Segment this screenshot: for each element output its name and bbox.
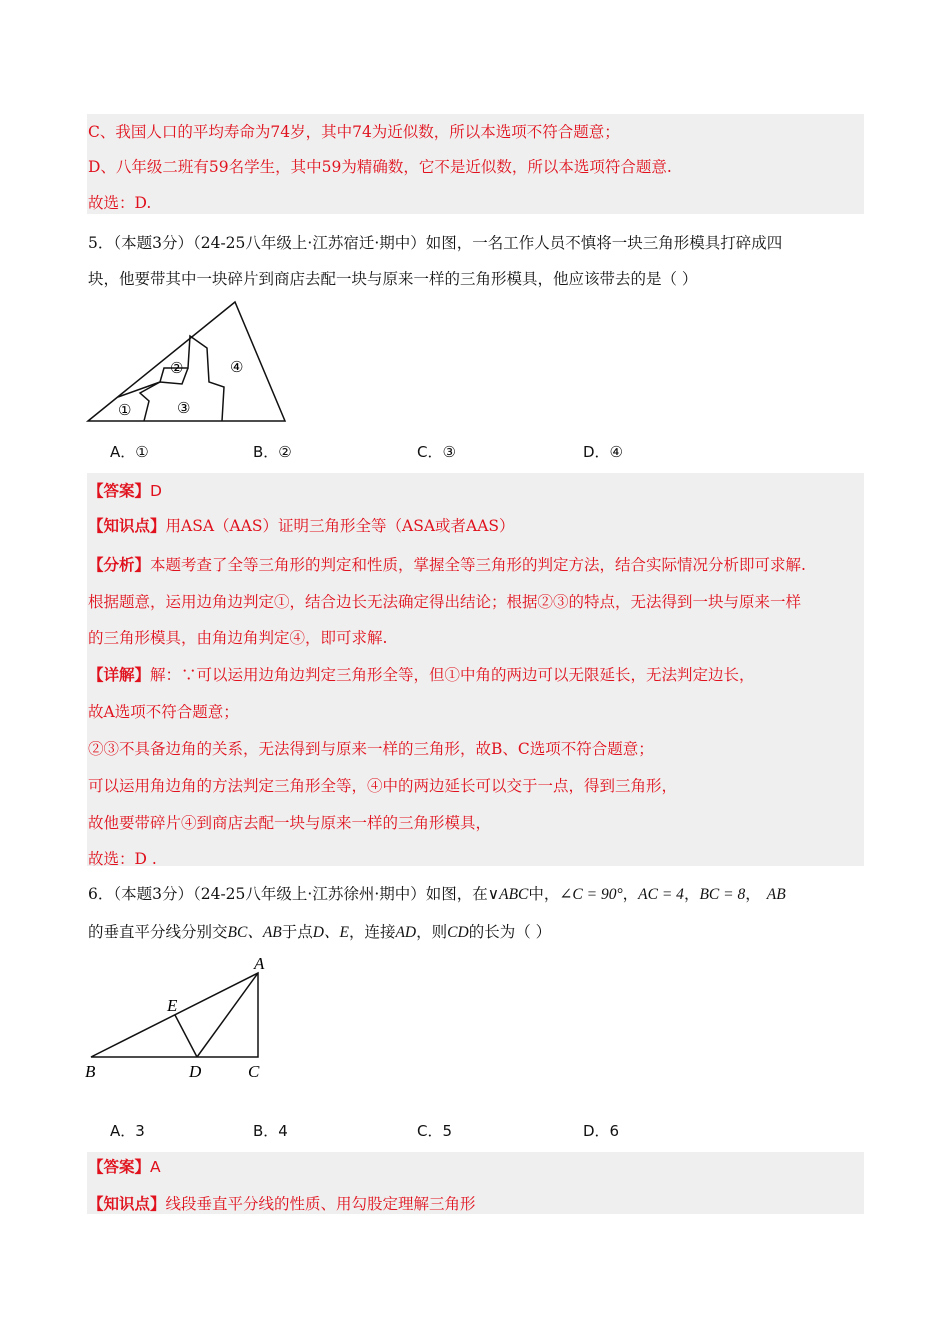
q6-triangle-figure <box>82 950 282 1085</box>
q5-knowledge-tag: 【知识点】 <box>88 516 166 535</box>
q5-detail-4: 可以运用角边角的方法判定三角形全等，④中的两边延长可以交于一点，得到三角形， <box>88 777 678 795</box>
q5-option-d: D．④ <box>583 443 623 461</box>
q5-analysis-tag: 【分析】 <box>88 555 151 574</box>
q5-answer-tag: 【答案】 <box>88 481 151 500</box>
q6-knowledge: 线段垂直平分线的性质、用勾股定理解三角形 <box>165 1195 476 1213</box>
q5-detail-1: 解：∵可以运用边角边判定三角形全等，但①中角的两边可以无限延长，无法判定边长， <box>150 666 755 684</box>
q5-detail-row <box>88 665 755 685</box>
q5-detail-3: ②③不具备边角的关系，无法得到与原来一样的三角形，故B、C选项不符合题意； <box>88 740 654 758</box>
q5-knowledge-row <box>88 516 515 536</box>
q5-broken-triangle-figure <box>82 296 292 426</box>
q6-answer: A <box>150 1158 161 1176</box>
prev-solution-line-d: D、八年级二班有59名学生，其中59为精确数，它不是近似数，所以本选项符合题意. <box>88 158 672 176</box>
q6-label-c: C <box>248 1062 260 1081</box>
q5-piece4-label: ④ <box>230 360 244 376</box>
q6-stem-a: 6．（本题3分）（24-25八年级上·江苏徐州·期中）如图，在 <box>88 885 488 903</box>
q6-option-c: C．5 <box>417 1122 453 1140</box>
q6-option-b: B．4 <box>253 1122 288 1140</box>
q5-analysis-row <box>88 555 806 575</box>
q6-stem-line2 <box>88 922 551 943</box>
q5-stem-line1: 5．（本题3分）（24-25八年级上·江苏宿迁·期中）如图，一名工作人员不慎将一块三角形模具打碎成四 <box>88 234 783 252</box>
q6-label-d: D <box>189 1062 202 1081</box>
q6-option-d: D．6 <box>583 1122 620 1140</box>
q6-ad: AD <box>395 924 417 941</box>
q5-knowledge: 用ASA（AAS）证明三角形全等（ASA或者AAS） <box>165 517 515 535</box>
q6-label-b: B <box>85 1062 96 1081</box>
q5-detail-2: 故A选项不符合题意； <box>88 703 239 721</box>
q6-triangle: ∨ABC <box>487 886 529 903</box>
q6-de: D、E <box>312 924 349 941</box>
q5-analysis-2: 根据题意，运用边角边判定①，结合边长无法确定得出结论；根据②③的特点，无法得到一块与原来一样 <box>88 593 802 611</box>
q6-stem-line1 <box>88 884 786 905</box>
q6-knowledge-row <box>88 1194 476 1214</box>
q6-stem-b: 中， <box>528 885 560 903</box>
q6-sep-1: ， <box>622 885 639 903</box>
q5-piece3-label: ③ <box>177 401 191 417</box>
q5-analysis-1: 本题考查了全等三角形的判定和性质，掌握全等三角形的判定方法，结合实际情况分析即可求解. <box>150 556 806 574</box>
q6-answer-tag: 【答案】 <box>88 1157 151 1176</box>
q6-stem-line2-b: 于点 <box>281 923 313 941</box>
q6-label-e: E <box>167 996 178 1015</box>
q6-cd: CD <box>447 924 469 941</box>
q6-bc-ab: BC、AB <box>227 924 282 941</box>
q6-knowledge-tag: 【知识点】 <box>88 1194 166 1213</box>
q6-stem-line2-d: ，则 <box>416 923 448 941</box>
q5-answer: D <box>150 482 162 500</box>
q5-detail-5: 故他要带碎片④到商店去配一块与原来一样的三角形模具， <box>88 814 492 832</box>
q6-answer-row <box>88 1157 161 1177</box>
q5-stem-line2: 块，他要带其中一块碎片到商店去配一块与原来一样的三角形模具，他应该带去的是（ ） <box>88 270 698 288</box>
q5-answer-row <box>88 481 162 501</box>
q5-choice: 故选：D . <box>88 850 157 868</box>
q6-option-a: A．3 <box>110 1122 145 1140</box>
q6-ab: AB <box>766 886 786 903</box>
prev-solution-choice: 故选：D. <box>88 194 152 212</box>
q6-stem-line2-c: ，连接 <box>348 923 396 941</box>
q5-analysis-3: 的三角形模具，由角边角判定④，即可求解. <box>88 629 388 647</box>
q6-label-a: A <box>254 954 265 973</box>
q6-cond-bc: BC = 8 <box>699 886 746 903</box>
q5-piece1-label: ① <box>118 403 132 419</box>
q5-option-a: A．① <box>110 443 149 461</box>
q6-stem-line2-a: 的垂直平分线分别交 <box>88 923 228 941</box>
q6-cond-angle: ∠C = 90° <box>559 886 623 903</box>
q6-stem-line2-e: 的长为（ ） <box>468 923 552 941</box>
q5-piece2-label: ② <box>170 361 184 377</box>
q6-sep-2: ， <box>683 885 700 903</box>
q6-sep-3: ， <box>745 885 761 903</box>
q6-cond-ac: AC = 4 <box>638 886 684 903</box>
q5-detail-tag: 【详解】 <box>88 665 151 684</box>
prev-solution-line-c: C、我国人口的平均寿命为74岁，其中74为近似数，所以本选项不符合题意； <box>88 123 620 141</box>
q5-option-b: B．② <box>253 443 292 461</box>
q5-option-c: C．③ <box>417 443 456 461</box>
